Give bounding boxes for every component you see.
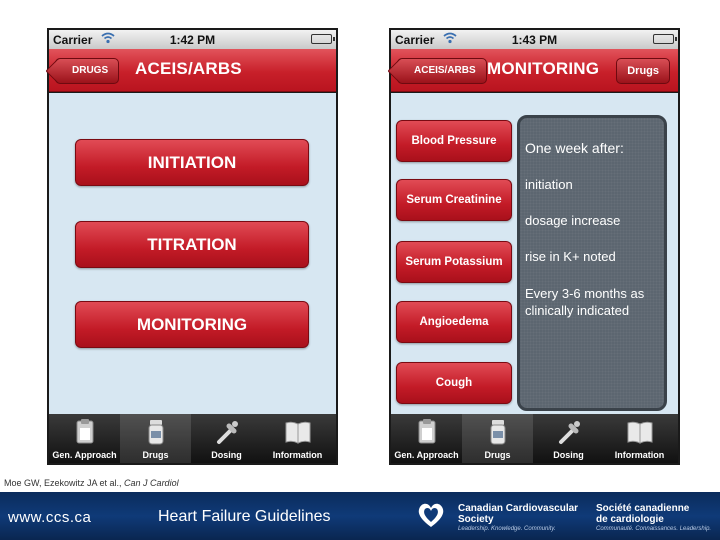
book-icon (283, 418, 313, 446)
info-line-initiation: initiation (525, 177, 573, 192)
initiation-button[interactable]: INITIATION (75, 139, 309, 186)
battery-icon (653, 34, 674, 44)
carrier-label: Carrier (395, 33, 435, 47)
nav-bar (49, 49, 336, 92)
ccs-heart-logo-icon (416, 501, 446, 529)
serum-potassium-button[interactable]: Serum Potassium (396, 241, 512, 283)
serum-creatinine-button[interactable]: Serum Creatinine (396, 179, 512, 221)
clipboard-icon (412, 418, 442, 446)
tab-gen-approach[interactable]: Gen. Approach (391, 414, 462, 463)
info-heading: One week after: (525, 140, 624, 156)
status-bar (391, 30, 678, 49)
footer-title: Heart Failure Guidelines (158, 508, 331, 525)
nav-title: ACEIS/ARBS (135, 59, 242, 78)
tab-bar (391, 414, 678, 463)
footer-url[interactable]: www.ccs.ca (8, 509, 92, 526)
nav-bar (391, 49, 678, 92)
nav-title: MONITORING (487, 59, 600, 78)
clock: 1:43 PM (511, 33, 558, 47)
titration-button[interactable]: TITRATION (75, 221, 309, 268)
info-line-potassium: rise in K+ noted (525, 249, 616, 264)
tab-drugs[interactable]: Drugs (120, 414, 191, 463)
dropper-icon (554, 418, 584, 446)
footer-bar (0, 492, 720, 540)
content-area (391, 93, 678, 414)
carrier-label: Carrier (53, 33, 93, 47)
tab-information[interactable]: Information (604, 414, 675, 463)
blood-pressure-button[interactable]: Blood Pressure (396, 120, 512, 162)
cough-button[interactable]: Cough (396, 362, 512, 404)
dropper-icon (212, 418, 242, 446)
citation: Moe GW, Ezekowitz JA et al., Can J Cardiol (4, 478, 179, 488)
monitoring-button[interactable]: MONITORING (75, 301, 309, 348)
tab-bar (49, 414, 336, 463)
status-bar (49, 30, 336, 49)
monitoring-info-panel (517, 115, 667, 411)
info-line-dosage: dosage increase (525, 213, 621, 228)
org-name-french: Société canadienne de cardiologie Communauté. Connaissances. Leadership. (596, 503, 712, 532)
tab-drugs[interactable]: Drugs (462, 414, 533, 463)
back-button-drugs[interactable]: DRUGS (55, 58, 119, 84)
right-phone-screen (389, 28, 680, 465)
tab-dosing[interactable]: Dosing (191, 414, 262, 463)
clipboard-icon (70, 418, 100, 446)
drugs-button[interactable]: Drugs (616, 58, 670, 84)
back-button-aceis-arbs[interactable]: ACEIS/ARBS (397, 58, 487, 84)
left-phone-screen (47, 28, 338, 465)
info-line-clinically: clinically indicated (525, 303, 630, 318)
angioedema-button[interactable]: Angioedema (396, 301, 512, 343)
pill-bottle-icon (141, 418, 171, 446)
tab-information[interactable]: Information (262, 414, 333, 463)
tab-gen-approach[interactable]: Gen. Approach (49, 414, 120, 463)
pill-bottle-icon (483, 418, 513, 446)
content-area (49, 93, 336, 414)
citation-journal: Can J Cardiol (124, 478, 179, 488)
tab-dosing[interactable]: Dosing (533, 414, 604, 463)
info-line-every: Every 3-6 months as (525, 286, 645, 301)
book-icon (625, 418, 655, 446)
battery-icon (311, 34, 332, 44)
clock: 1:42 PM (169, 33, 216, 47)
org-name-english: Canadian Cardiovascular Society Leadership. Knowledge. Community. (458, 503, 579, 532)
